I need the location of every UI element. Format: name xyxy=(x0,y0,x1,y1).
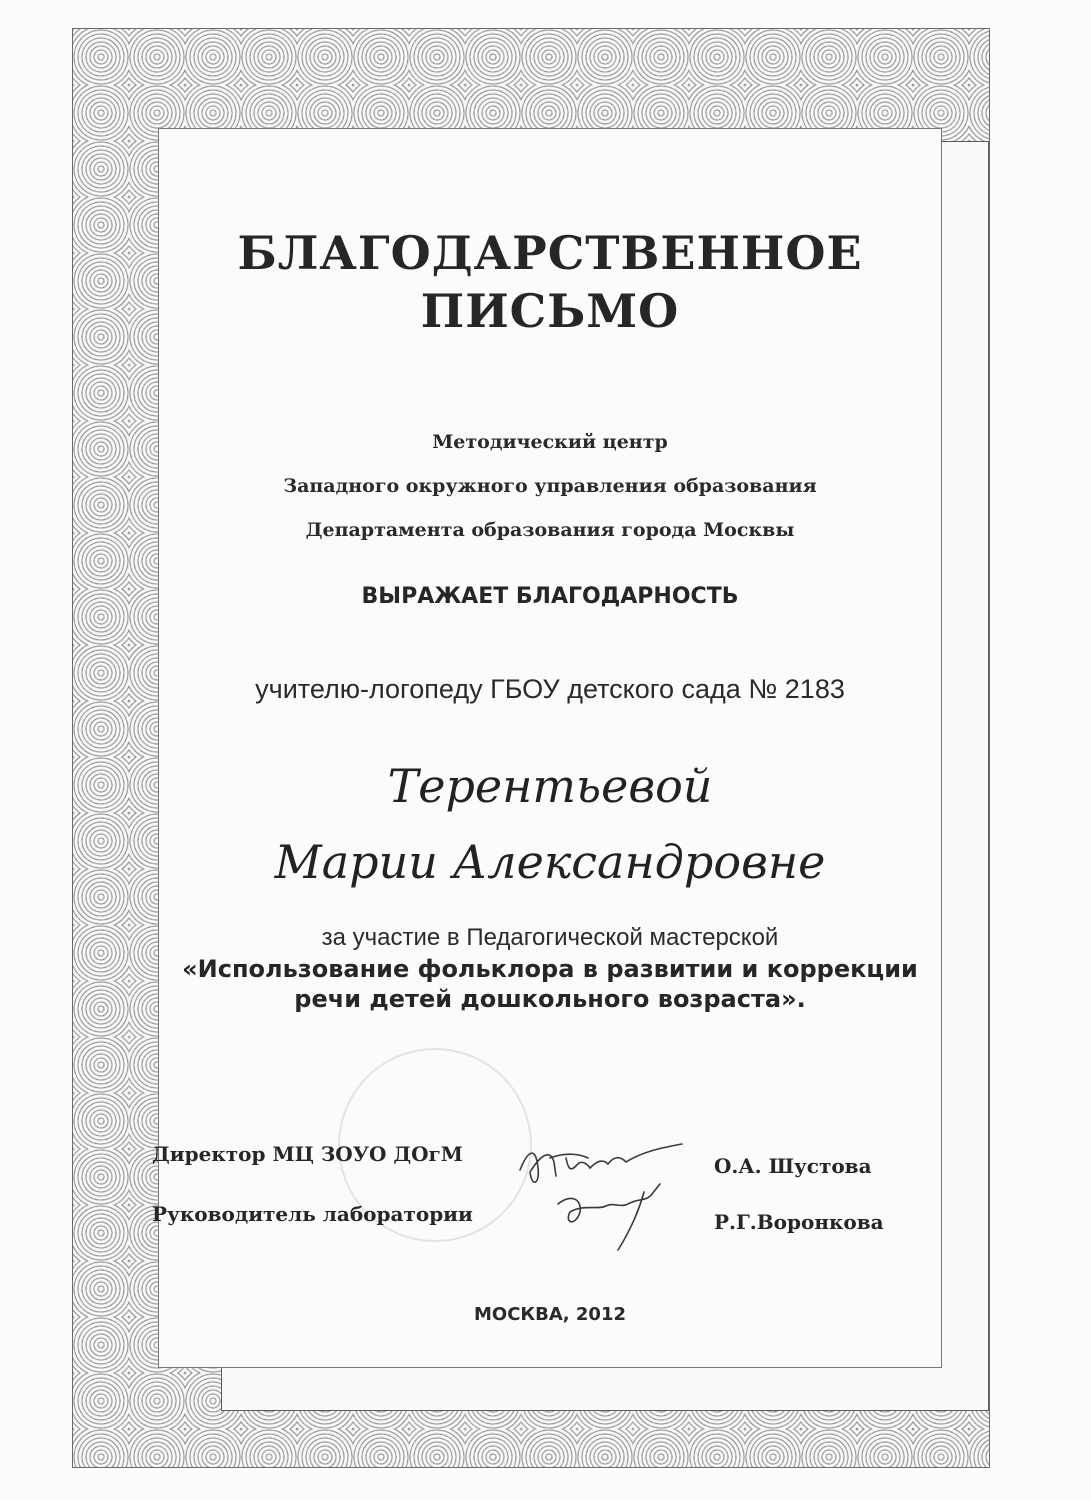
signatory-name-1: О.А. Шустова xyxy=(714,1154,872,1178)
signatory-position-2: Руководитель лаборатории xyxy=(152,1202,473,1226)
recipient-name-patronymic: Марии Александровне xyxy=(274,835,826,889)
award-reason: за участие в Педагогической мастерской xyxy=(321,924,779,951)
issuing-organization xyxy=(158,420,942,552)
recipient-name xyxy=(158,748,942,900)
certificate-title xyxy=(158,224,942,340)
place-and-year: МОСКВА, 2012 xyxy=(474,1304,626,1325)
project-line-1: «Использование фольклора в развитии и коррекции xyxy=(182,955,918,983)
organization-line-2: Западного окружного управления образования xyxy=(283,475,817,497)
organization-line-3: Департамента образования города Москвы xyxy=(305,519,795,541)
signatory-names xyxy=(714,1138,934,1250)
expresses-gratitude-heading: ВЫРАЖАЕТ БЛАГОДАРНОСТЬ xyxy=(361,584,739,609)
project-title xyxy=(158,954,942,1014)
handwritten-signatures xyxy=(510,1128,690,1258)
signatory-name-2: Р.Г.Воронкова xyxy=(714,1210,884,1234)
organization-line-1: Методический центр xyxy=(432,431,668,453)
title-line-2: ПИСЬМО xyxy=(420,284,680,338)
signatory-positions xyxy=(152,1124,492,1244)
recipient-role: учителю-логопеду ГБОУ детского сада № 2183 xyxy=(255,674,845,704)
certificate-content xyxy=(152,128,942,1368)
project-line-2: речи детей дошкольного возраста». xyxy=(294,985,806,1013)
title-line-1: БЛАГОДАРСТВЕННОЕ xyxy=(237,226,863,280)
signatory-position-1: Директор МЦ ЗОУО ДОгМ xyxy=(152,1142,463,1166)
recipient-surname: Терентьевой xyxy=(387,759,713,813)
